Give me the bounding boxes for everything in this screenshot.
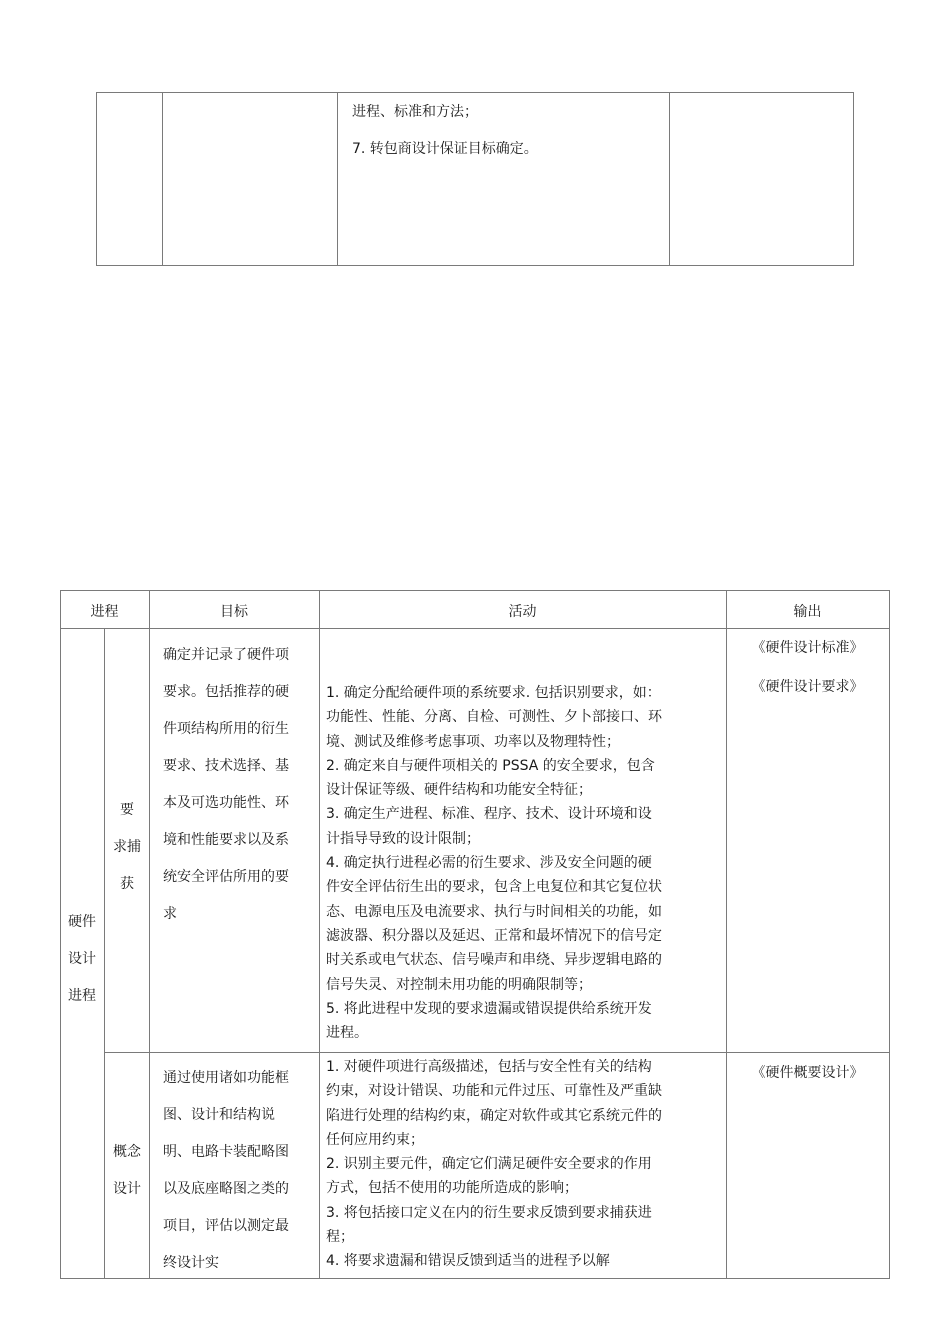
activity-line: 5. 将此进程中发现的要求遗漏或错误提供给系统开发 [326, 1000, 652, 1017]
goal-line: 统安全评估所用的要 [163, 869, 289, 885]
activity-line: 3. 将包括接口定义在内的衍生要求反馈到要求捕获进 [326, 1204, 652, 1221]
goal-line: 明、电路卡装配略图 [163, 1144, 289, 1160]
goal-cell [163, 1060, 289, 1282]
activity-line: 功能性、性能、分离、自检、可测性、夕卜部接口、环 [326, 709, 662, 726]
goal-line: 要求、技术选择、基 [163, 758, 289, 774]
goal-line: 求 [163, 906, 177, 922]
main-table-border-right [889, 590, 890, 1279]
activity-line: 件安全评估衍生出的要求，包含上电复位和其它复位状 [326, 879, 662, 896]
top-table-col-divider [669, 92, 670, 266]
goal-cell [163, 637, 289, 933]
col-divider [149, 590, 150, 1279]
goal-line: 境和性能要求以及系 [163, 832, 289, 848]
activity-line: 3. 确定生产进程、标准、程序、技术、设计环境和设 [326, 806, 652, 823]
top-table-border-left [96, 92, 97, 266]
activity-line: 陷进行处理的结构约束，确定对软件或其它系统元件的 [326, 1107, 662, 1124]
process-group-line: 进程 [68, 988, 96, 1004]
top-table-col-divider [337, 92, 338, 266]
activity-line: 1. 对硬件项进行高级描述，包括与安全性有关的结构 [326, 1059, 652, 1075]
subprocess-line: 获 [120, 876, 134, 892]
activity-line: 1. 确定分配给硬件项的系统要求. 包括识别要求，如： [326, 685, 661, 701]
goal-line: 确定并记录了硬件项 [163, 647, 289, 663]
main-table-border-left [60, 590, 61, 1279]
top-activity-line: 7. 转包商设计保证目标确定。 [352, 141, 538, 157]
col-divider [319, 590, 320, 1279]
goal-line: 本及可选功能性、环 [163, 795, 289, 811]
activity-line: 4. 确定执行进程必需的衍生要求、涉及安全问题的硬 [326, 855, 652, 872]
subprocess-requirements-capture [112, 792, 142, 903]
goal-line: 通过使用诸如功能框 [163, 1070, 289, 1086]
subprocess-line: 概念 [113, 1144, 141, 1160]
goal-line: 以及底座略图之类的 [163, 1181, 289, 1197]
row-divider [104, 1052, 890, 1053]
subprocess-concept-design [112, 1134, 142, 1208]
output-item: 《硬件概要设计》 [751, 1065, 864, 1081]
goal-line: 终设计实 [163, 1255, 219, 1271]
goal-line: 要求。包括推荐的硬 [163, 684, 289, 700]
activity-cell [326, 1055, 662, 1274]
goal-line: 项目，评估以测定最 [163, 1218, 289, 1234]
header-activity: 活动 [508, 604, 537, 620]
header-output: 输出 [793, 604, 822, 620]
top-table-border-bottom [96, 265, 854, 266]
subprocess-line: 求捕 [113, 839, 141, 855]
subprocess-line: 设计 [113, 1181, 141, 1197]
goal-line: 图、设计和结构说 [163, 1107, 275, 1123]
activity-line: 设计保证等级、硬件结构和功能安全特征； [326, 782, 592, 799]
main-table-border-top [60, 590, 890, 591]
goal-line: 件项结构所用的衍生 [163, 721, 289, 737]
activity-line: 境、测试及维修考虑事项、功率以及物理特性； [326, 733, 620, 750]
activity-cell [326, 681, 662, 1045]
process-group-line: 设计 [68, 951, 96, 967]
top-table-border-top [96, 92, 854, 93]
activity-line: 滤波器、积分器以及延迟、正常和最坏情况下的信号定 [326, 927, 662, 944]
activity-line: 方式，包括不使用的功能所造成的影响； [326, 1180, 578, 1197]
activity-line: 信号失灵、对控制未用功能的明确限制等； [326, 976, 592, 993]
activity-line: 2. 识别主要元件，确定它们满足硬件安全要求的作用 [326, 1156, 652, 1173]
header-goal: 目标 [220, 604, 248, 620]
header-row-divider [60, 628, 890, 629]
top-table-col-divider [162, 92, 163, 266]
activity-line: 计指导导致的设计限制； [326, 830, 480, 847]
output-item: 《硬件设计标准》 [751, 640, 864, 656]
process-group-line: 硬件 [68, 914, 96, 930]
top-activity-line: 进程、标准和方法； [352, 104, 478, 120]
output-item: 《硬件设计要求》 [751, 679, 864, 695]
activity-line: 4. 将要求遗漏和错误反馈到适当的进程予以解 [326, 1253, 610, 1270]
activity-line: 任何应用约束； [326, 1131, 424, 1148]
top-table-border-right [853, 92, 854, 266]
activity-line: 态、电源电压及电流要求、执行与时间相关的功能，如 [326, 903, 662, 920]
activity-line: 约束，对设计错误、功能和元件过压、可靠性及严重缺 [326, 1083, 662, 1100]
activity-line: 进程。 [326, 1025, 368, 1042]
activity-line: 程； [326, 1229, 354, 1246]
subprocess-line: 要 [120, 802, 134, 818]
activity-line: 时关系或电气状态、信号噪声和串绕、异步逻辑电路的 [326, 952, 662, 969]
activity-line: 2. 确定来自与硬件项相关的 PSSA 的安全要求，包含 [326, 757, 655, 774]
process-group-label [67, 904, 97, 1015]
process-subdivider [104, 628, 105, 1279]
header-process: 进程 [90, 604, 119, 620]
